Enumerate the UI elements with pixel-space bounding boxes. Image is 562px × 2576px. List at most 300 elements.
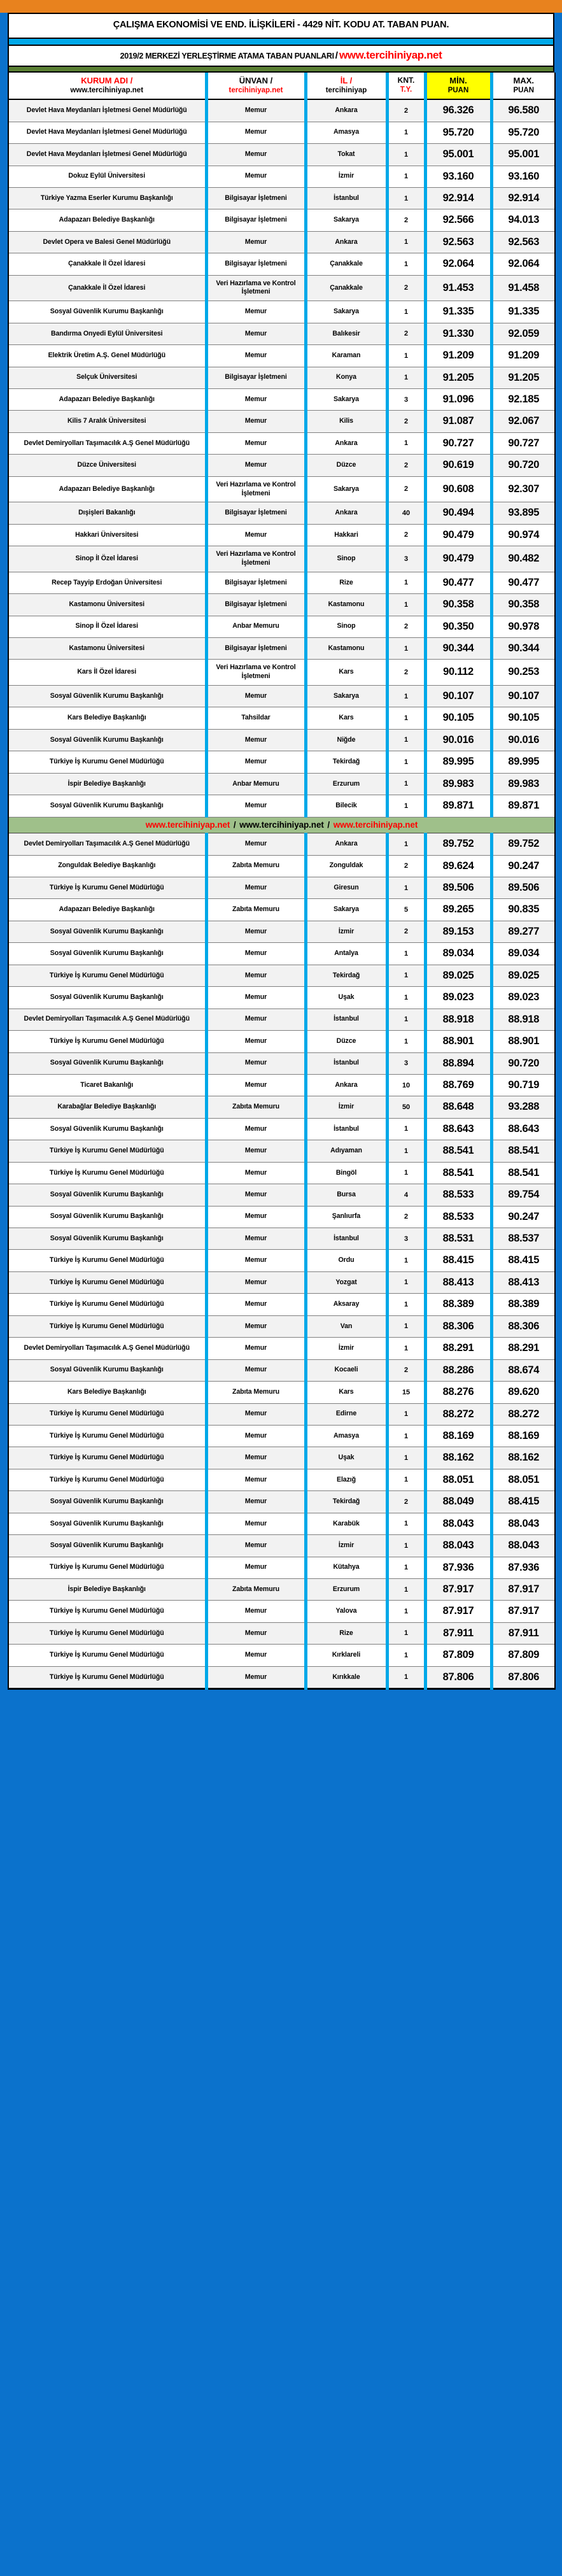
cell-unvan: Memur: [206, 455, 306, 476]
cell-kurum: Sosyal Güvenlik Kurumu Başkanlığı: [8, 1118, 206, 1140]
cell-il: Sinop: [306, 546, 387, 572]
cell-min-puan: 88.043: [425, 1513, 491, 1534]
cell-max-puan: 94.013: [491, 209, 555, 231]
table-row: [8, 1315, 555, 1337]
table-row: [8, 1579, 555, 1601]
cell-kontenjan: 2: [387, 660, 425, 686]
table-row: [8, 616, 555, 637]
cell-min-puan: 96.326: [425, 99, 491, 122]
cell-max-puan: 95.001: [491, 144, 555, 166]
cell-min-puan: 88.769: [425, 1074, 491, 1096]
cell-kontenjan: 1: [387, 1294, 425, 1315]
cell-max-puan: 89.995: [491, 751, 555, 773]
cell-max-puan: 92.067: [491, 411, 555, 432]
cell-min-puan: 90.494: [425, 502, 491, 524]
cell-unvan: Memur: [206, 1074, 306, 1096]
column-header-max-line2: PUAN: [513, 86, 535, 94]
cell-unvan: Memur: [206, 729, 306, 751]
website-link[interactable]: www.tercihiniyap.net: [339, 48, 442, 61]
cell-unvan: Veri Hazırlama ve Kontrol İşletmeni: [206, 476, 306, 502]
cell-kurum: Sinop İl Özel İdaresi: [8, 546, 206, 572]
cell-il: Ankara: [306, 432, 387, 454]
cell-max-puan: 92.185: [491, 388, 555, 410]
cell-unvan: Memur: [206, 1271, 306, 1293]
cell-min-puan: 87.936: [425, 1557, 491, 1578]
cell-unvan: Memur: [206, 231, 306, 253]
cell-unvan: Memur: [206, 524, 306, 546]
cell-il: Balıkesir: [306, 323, 387, 344]
cell-il: Tekirdağ: [306, 965, 387, 986]
table-row: [8, 455, 555, 476]
cell-unvan: Memur: [206, 1666, 306, 1688]
cell-unvan: Bilgisayar İşletmeni: [206, 637, 306, 659]
table-row: [8, 209, 555, 231]
cell-kurum: Sosyal Güvenlik Kurumu Başkanlığı: [8, 1491, 206, 1513]
cell-max-puan: 91.458: [491, 275, 555, 301]
cell-min-puan: 90.350: [425, 616, 491, 637]
cell-unvan: Memur: [206, 388, 306, 410]
cell-kontenjan: 5: [387, 899, 425, 921]
table-row: [8, 275, 555, 301]
cell-min-puan: 87.917: [425, 1601, 491, 1622]
cell-unvan: Veri Hazırlama ve Kontrol İşletmeni: [206, 275, 306, 301]
table-row: [8, 187, 555, 209]
cell-il: Bilecik: [306, 795, 387, 817]
cell-kontenjan: 3: [387, 546, 425, 572]
cell-unvan: Memur: [206, 1359, 306, 1381]
cell-max-puan: 87.917: [491, 1579, 555, 1601]
column-header-max-puan: [491, 73, 555, 100]
cell-unvan: Memur: [206, 1469, 306, 1490]
cell-min-puan: 91.205: [425, 367, 491, 388]
cell-min-puan: 92.914: [425, 187, 491, 209]
cell-min-puan: 90.105: [425, 707, 491, 729]
cell-il: Tokat: [306, 144, 387, 166]
cell-min-puan: 90.479: [425, 546, 491, 572]
cell-kontenjan: 2: [387, 855, 425, 877]
cell-kontenjan: 1: [387, 432, 425, 454]
cell-kurum: Kastamonu Üniversitesi: [8, 637, 206, 659]
cell-il: Sinop: [306, 616, 387, 637]
cell-kurum: Türkiye İş Kurumu Genel Müdürlüğü: [8, 1403, 206, 1425]
cell-kurum: Türkiye İş Kurumu Genel Müdürlüğü: [8, 1031, 206, 1052]
cell-unvan: Memur: [206, 1535, 306, 1557]
table-row: [8, 572, 555, 593]
cell-min-puan: 88.541: [425, 1140, 491, 1162]
cell-unvan: Memur: [206, 1557, 306, 1578]
cell-max-puan: 88.537: [491, 1228, 555, 1250]
cell-min-puan: 89.871: [425, 795, 491, 817]
cell-il: Karabük: [306, 1513, 387, 1534]
cell-kurum: Kars İl Özel İdaresi: [8, 660, 206, 686]
cell-kurum: Sosyal Güvenlik Kurumu Başkanlığı: [8, 1513, 206, 1534]
cell-max-puan: 90.247: [491, 855, 555, 877]
cell-unvan: Anbar Memuru: [206, 616, 306, 637]
cell-kontenjan: 1: [387, 253, 425, 275]
cell-kontenjan: 15: [387, 1382, 425, 1403]
cell-kurum: Kars Belediye Başkanlığı: [8, 707, 206, 729]
subtitle-text: 2019/2 MERKEZİ YERLEŞTİRME ATAMA TABAN PUANLARI: [120, 51, 334, 60]
cell-unvan: Memur: [206, 795, 306, 817]
cell-unvan: Memur: [206, 166, 306, 187]
cell-il: Aksaray: [306, 1294, 387, 1315]
cell-kontenjan: 2: [387, 1491, 425, 1513]
cell-il: Kırklareli: [306, 1645, 387, 1666]
cell-kurum: Türkiye İş Kurumu Genel Müdürlüğü: [8, 1140, 206, 1162]
cell-max-puan: 88.389: [491, 1294, 555, 1315]
table-row: [8, 729, 555, 751]
cell-il: Kilis: [306, 411, 387, 432]
cell-unvan: Memur: [206, 877, 306, 899]
table-row: [8, 1601, 555, 1622]
cell-kontenjan: 2: [387, 411, 425, 432]
cell-kontenjan: 1: [387, 572, 425, 593]
table-row: [8, 1250, 555, 1271]
cell-min-puan: 93.160: [425, 166, 491, 187]
cell-min-puan: 89.265: [425, 899, 491, 921]
cell-il: Kastamonu: [306, 594, 387, 616]
cell-il: Kütahya: [306, 1557, 387, 1578]
table-row: [8, 345, 555, 367]
table-body: [8, 99, 555, 1688]
table-row: [8, 899, 555, 921]
table-row: [8, 921, 555, 942]
column-header-knt-line2: T.Y.: [400, 86, 412, 94]
table-row: [8, 524, 555, 546]
top-orange-bar: [0, 0, 562, 13]
cell-max-puan: 88.674: [491, 1359, 555, 1381]
cell-kurum: Sosyal Güvenlik Kurumu Başkanlığı: [8, 943, 206, 965]
cell-kontenjan: 2: [387, 616, 425, 637]
cell-kurum: Sosyal Güvenlik Kurumu Başkanlığı: [8, 1052, 206, 1074]
cell-il: Uşak: [306, 987, 387, 1008]
cell-il: Bingöl: [306, 1162, 387, 1184]
cell-max-puan: 90.247: [491, 1206, 555, 1228]
cell-unvan: Zabıta Memuru: [206, 1579, 306, 1601]
cell-unvan: Zabıta Memuru: [206, 1096, 306, 1118]
column-header-il: [306, 73, 387, 100]
cell-il: İstanbul: [306, 1052, 387, 1074]
cell-min-puan: 88.389: [425, 1294, 491, 1315]
cell-il: Karaman: [306, 345, 387, 367]
cell-kurum: Türkiye İş Kurumu Genel Müdürlüğü: [8, 1645, 206, 1666]
cell-kurum: Sosyal Güvenlik Kurumu Başkanlığı: [8, 1359, 206, 1381]
table-row: [8, 323, 555, 344]
cell-max-puan: 89.983: [491, 773, 555, 795]
cell-il: Rize: [306, 572, 387, 593]
cell-kontenjan: 1: [387, 1008, 425, 1030]
cell-min-puan: 91.330: [425, 323, 491, 344]
cell-unvan: Zabıta Memuru: [206, 1382, 306, 1403]
cell-kurum: Elektrik Üretim A.Ş. Genel Müdürlüğü: [8, 345, 206, 367]
cell-min-puan: 88.169: [425, 1425, 491, 1447]
cell-unvan: Memur: [206, 1118, 306, 1140]
column-header-unvan: [206, 73, 306, 100]
cell-kurum: Sosyal Güvenlik Kurumu Başkanlığı: [8, 921, 206, 942]
promo-link-2[interactable]: www.tercihiniyap.net: [239, 819, 324, 830]
cell-kurum: Türkiye İş Kurumu Genel Müdürlüğü: [8, 751, 206, 773]
cell-max-puan: 89.025: [491, 965, 555, 986]
column-header-max-line1: MAX.: [513, 75, 534, 85]
cell-kontenjan: 1: [387, 751, 425, 773]
cell-unvan: Memur: [206, 921, 306, 942]
cell-max-puan: 90.974: [491, 524, 555, 546]
cell-kurum: Karabağlar Belediye Başkanlığı: [8, 1096, 206, 1118]
cell-min-puan: 92.563: [425, 231, 491, 253]
cell-il: Elazığ: [306, 1469, 387, 1490]
cell-kontenjan: 1: [387, 1535, 425, 1557]
cell-max-puan: 87.917: [491, 1601, 555, 1622]
table-row: [8, 1425, 555, 1447]
cell-min-puan: 91.096: [425, 388, 491, 410]
cell-max-puan: 92.914: [491, 187, 555, 209]
cell-max-puan: 90.016: [491, 729, 555, 751]
column-header-min-line2: PUAN: [447, 86, 469, 94]
cell-min-puan: 89.624: [425, 855, 491, 877]
table-row: [8, 432, 555, 454]
cell-max-puan: 93.160: [491, 166, 555, 187]
table-row: [8, 877, 555, 899]
cell-min-puan: 88.533: [425, 1184, 491, 1206]
table-row: [8, 502, 555, 524]
cell-unvan: Memur: [206, 987, 306, 1008]
cell-max-puan: 90.978: [491, 616, 555, 637]
cell-kontenjan: 1: [387, 1557, 425, 1578]
promo-link-3[interactable]: www.tercihiniyap.net: [333, 819, 418, 830]
cell-kontenjan: 1: [387, 122, 425, 143]
cell-max-puan: 87.911: [491, 1622, 555, 1644]
cell-kurum: Türkiye İş Kurumu Genel Müdürlüğü: [8, 1250, 206, 1271]
cell-kurum: Türkiye İş Kurumu Genel Müdürlüğü: [8, 1622, 206, 1644]
cell-max-puan: 88.918: [491, 1008, 555, 1030]
cell-kontenjan: 1: [387, 1271, 425, 1293]
cell-il: İzmir: [306, 921, 387, 942]
bottom-frame-fill: [0, 1690, 562, 1697]
cell-min-puan: 89.023: [425, 987, 491, 1008]
cell-unvan: Memur: [206, 1052, 306, 1074]
table-row: [8, 1513, 555, 1534]
promo-row: [8, 817, 555, 833]
cell-il: Erzurum: [306, 773, 387, 795]
cell-max-puan: 90.107: [491, 685, 555, 707]
table-row: [8, 1008, 555, 1030]
cell-min-puan: 90.112: [425, 660, 491, 686]
table-row: [8, 1074, 555, 1096]
cell-kurum: Türkiye İş Kurumu Genel Müdürlüğü: [8, 1557, 206, 1578]
cell-kurum: Sinop İl Özel İdaresi: [8, 616, 206, 637]
cell-il: Ankara: [306, 231, 387, 253]
subtitle-banner: [8, 46, 554, 67]
cell-kurum: Adapazarı Belediye Başkanlığı: [8, 388, 206, 410]
table-row: [8, 1096, 555, 1118]
cell-kurum: Bandırma Onyedi Eylül Üniversitesi: [8, 323, 206, 344]
cell-kurum: Adapazarı Belediye Başkanlığı: [8, 209, 206, 231]
cell-max-puan: 90.477: [491, 572, 555, 593]
cell-kontenjan: 1: [387, 231, 425, 253]
cell-kontenjan: 1: [387, 965, 425, 986]
cell-il: Kars: [306, 1382, 387, 1403]
cell-il: Edirne: [306, 1403, 387, 1425]
table-row: [8, 1228, 555, 1250]
cell-kontenjan: 1: [387, 1162, 425, 1184]
cell-kurum: İspir Belediye Başkanlığı: [8, 1579, 206, 1601]
cell-max-puan: 88.043: [491, 1535, 555, 1557]
cell-min-puan: 91.453: [425, 275, 491, 301]
cell-min-puan: 90.479: [425, 524, 491, 546]
cell-max-puan: 88.415: [491, 1250, 555, 1271]
cell-max-puan: 96.580: [491, 99, 555, 122]
cell-kontenjan: 1: [387, 877, 425, 899]
cell-unvan: Memur: [206, 345, 306, 367]
cell-kurum: Türkiye İş Kurumu Genel Müdürlüğü: [8, 1315, 206, 1337]
cell-kontenjan: 10: [387, 1074, 425, 1096]
cell-max-puan: 90.719: [491, 1074, 555, 1096]
cell-max-puan: 90.720: [491, 455, 555, 476]
cell-kontenjan: 1: [387, 1338, 425, 1359]
cell-unvan: Memur: [206, 122, 306, 143]
cell-kurum: Türkiye İş Kurumu Genel Müdürlüğü: [8, 1294, 206, 1315]
cell-kurum: Recep Tayyip Erdoğan Üniversitesi: [8, 572, 206, 593]
cell-il: Amasya: [306, 1425, 387, 1447]
cell-il: Kars: [306, 707, 387, 729]
cell-kurum: Türkiye İş Kurumu Genel Müdürlüğü: [8, 1447, 206, 1469]
cell-kontenjan: 1: [387, 301, 425, 323]
cell-il: Tekirdağ: [306, 1491, 387, 1513]
cell-il: Hakkari: [306, 524, 387, 546]
column-header-unvan-line1: ÜNVAN /: [239, 75, 273, 85]
cell-kontenjan: 1: [387, 1140, 425, 1162]
cell-kurum: Adapazarı Belediye Başkanlığı: [8, 476, 206, 502]
cell-kurum: Sosyal Güvenlik Kurumu Başkanlığı: [8, 987, 206, 1008]
cell-max-puan: 88.043: [491, 1513, 555, 1534]
table-row: [8, 1469, 555, 1490]
cell-kurum: Türkiye İş Kurumu Genel Müdürlüğü: [8, 965, 206, 986]
cell-min-puan: 87.806: [425, 1666, 491, 1688]
cell-il: İstanbul: [306, 187, 387, 209]
cell-il: İstanbul: [306, 1008, 387, 1030]
table-row: [8, 833, 555, 855]
cell-min-puan: 88.413: [425, 1271, 491, 1293]
column-header-unvan-line2: tercihiniyap.net: [228, 86, 283, 94]
cell-max-puan: 93.895: [491, 502, 555, 524]
cell-max-puan: 90.727: [491, 432, 555, 454]
cell-kurum: Sosyal Güvenlik Kurumu Başkanlığı: [8, 1184, 206, 1206]
cell-kontenjan: 1: [387, 1469, 425, 1490]
cell-il: Çanakkale: [306, 275, 387, 301]
cell-kontenjan: 1: [387, 367, 425, 388]
cell-unvan: Bilgisayar İşletmeni: [206, 367, 306, 388]
cell-unvan: Memur: [206, 1622, 306, 1644]
cell-min-puan: 87.917: [425, 1579, 491, 1601]
cell-max-puan: 87.936: [491, 1557, 555, 1578]
cell-min-puan: 88.541: [425, 1162, 491, 1184]
cell-kontenjan: 3: [387, 388, 425, 410]
cell-max-puan: 90.482: [491, 546, 555, 572]
cell-il: Van: [306, 1315, 387, 1337]
cell-kurum: Devlet Demiryolları Taşımacılık A.Ş Genel Müdürlüğü: [8, 1338, 206, 1359]
table-row: [8, 1184, 555, 1206]
cell-il: Kocaeli: [306, 1359, 387, 1381]
cell-max-puan: 88.306: [491, 1315, 555, 1337]
cell-unvan: Memur: [206, 1601, 306, 1622]
cell-kontenjan: 1: [387, 1579, 425, 1601]
table-row: [8, 1140, 555, 1162]
cell-kontenjan: 1: [387, 166, 425, 187]
cell-unvan: Bilgisayar İşletmeni: [206, 187, 306, 209]
cell-kurum: Kastamonu Üniversitesi: [8, 594, 206, 616]
cell-il: Tekirdağ: [306, 751, 387, 773]
cell-unvan: Memur: [206, 1250, 306, 1271]
cell-kontenjan: 1: [387, 987, 425, 1008]
cell-kurum: Sosyal Güvenlik Kurumu Başkanlığı: [8, 795, 206, 817]
cell-max-puan: 89.871: [491, 795, 555, 817]
table-row: [8, 773, 555, 795]
cell-il: Ankara: [306, 833, 387, 855]
cell-kontenjan: 1: [387, 637, 425, 659]
cell-unvan: Memur: [206, 751, 306, 773]
cell-kurum: Devlet Demiryolları Taşımacılık A.Ş Genel Müdürlüğü: [8, 833, 206, 855]
table-row: [8, 1622, 555, 1644]
cell-kontenjan: 1: [387, 1447, 425, 1469]
cell-kontenjan: 1: [387, 1666, 425, 1688]
cell-min-puan: 88.643: [425, 1118, 491, 1140]
promo-link-1[interactable]: www.tercihiniyap.net: [145, 819, 230, 830]
table-row: [8, 122, 555, 143]
cell-min-puan: 88.049: [425, 1491, 491, 1513]
cell-unvan: Veri Hazırlama ve Kontrol İşletmeni: [206, 660, 306, 686]
cell-min-puan: 89.752: [425, 833, 491, 855]
cell-max-puan: 89.023: [491, 987, 555, 1008]
subtitle-separator: /: [335, 50, 338, 61]
cell-kurum: Devlet Opera ve Balesi Genel Müdürlüğü: [8, 231, 206, 253]
table-row: [8, 476, 555, 502]
cell-max-puan: 91.205: [491, 367, 555, 388]
cell-il: Amasya: [306, 122, 387, 143]
table-row: [8, 1491, 555, 1513]
cell-kontenjan: 1: [387, 1513, 425, 1534]
cell-unvan: Memur: [206, 1403, 306, 1425]
cell-kontenjan: 1: [387, 1250, 425, 1271]
cell-kontenjan: 1: [387, 707, 425, 729]
cell-il: Sakarya: [306, 209, 387, 231]
column-header-kurum: [8, 73, 206, 100]
table-row: [8, 1162, 555, 1184]
cell-unvan: Memur: [206, 833, 306, 855]
cell-unvan: Memur: [206, 943, 306, 965]
cell-kontenjan: 2: [387, 99, 425, 122]
cell-unvan: Bilgisayar İşletmeni: [206, 594, 306, 616]
cell-kontenjan: 2: [387, 323, 425, 344]
cell-kontenjan: 1: [387, 144, 425, 166]
cell-unvan: Memur: [206, 685, 306, 707]
cell-max-puan: 90.358: [491, 594, 555, 616]
cell-min-puan: 87.911: [425, 1622, 491, 1644]
cell-unvan: Memur: [206, 1447, 306, 1469]
cell-min-puan: 88.306: [425, 1315, 491, 1337]
cell-kontenjan: 1: [387, 187, 425, 209]
cell-kurum: Zonguldak Belediye Başkanlığı: [8, 855, 206, 877]
cell-min-puan: 88.648: [425, 1096, 491, 1118]
cyan-divider: [8, 39, 554, 46]
cell-unvan: Zabıta Memuru: [206, 855, 306, 877]
table-row: [8, 987, 555, 1008]
cell-kontenjan: 1: [387, 594, 425, 616]
cell-il: Şanlıurfa: [306, 1206, 387, 1228]
table-row: [8, 166, 555, 187]
cell-max-puan: 89.620: [491, 1382, 555, 1403]
cell-max-puan: 90.720: [491, 1052, 555, 1074]
cell-max-puan: 88.643: [491, 1118, 555, 1140]
